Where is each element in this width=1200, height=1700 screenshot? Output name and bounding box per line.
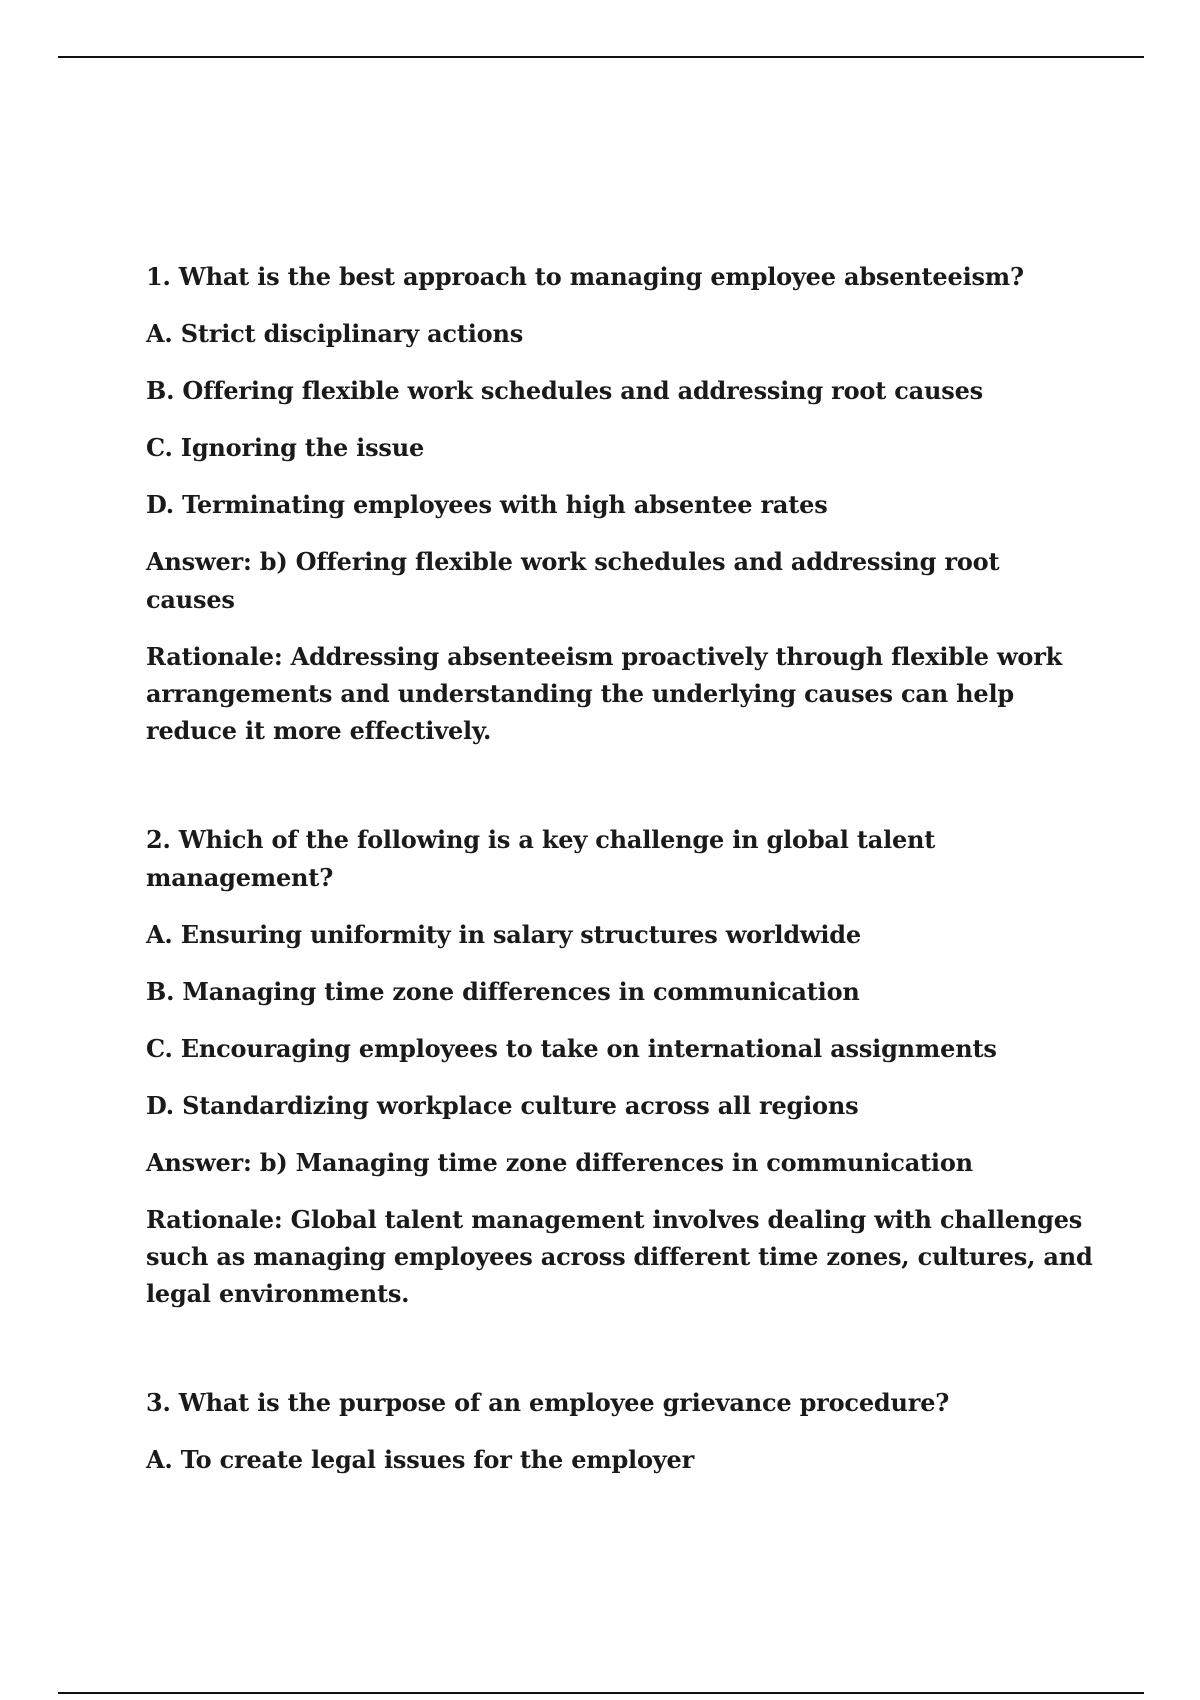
option-a: A. Strict disciplinary actions	[146, 319, 524, 348]
question-3	[146, 1384, 1096, 1479]
option-c: C. Ignoring the issue	[146, 433, 425, 462]
question-text: 2. Which of the following is a key challenge in global talent management?	[146, 825, 936, 892]
rationale-text: Rationale: Global talent management involves dealing with challenges such as managing employees across different time zones, cultures, and legal environments.	[146, 1205, 1093, 1308]
option-a: A. Ensuring uniformity in salary structures worldwide	[146, 920, 861, 949]
option-c: C. Encouraging employees to take on international assignments	[146, 1034, 997, 1063]
question-text: 3. What is the purpose of an employee grievance procedure?	[146, 1388, 950, 1417]
question-1	[146, 258, 1096, 749]
footer-rule	[58, 1692, 1144, 1694]
option-a: A. To create legal issues for the employer	[146, 1445, 695, 1474]
option-b: B. Offering flexible work schedules and addressing root causes	[146, 376, 983, 405]
option-d: D. Standardizing workplace culture across all regions	[146, 1091, 859, 1120]
document-body	[146, 258, 1096, 1551]
header-rule	[58, 56, 1144, 58]
option-b: B. Managing time zone differences in communication	[146, 977, 860, 1006]
rationale-text: Rationale: Addressing absenteeism proactively through flexible work arrangements and understanding the underlying causes can help reduce it more effectively.	[146, 642, 1063, 745]
question-text: 1. What is the best approach to managing employee absenteeism?	[146, 262, 1024, 291]
option-d: D. Terminating employees with high absentee rates	[146, 490, 828, 519]
answer-text: Answer: b) Managing time zone differences in communication	[146, 1148, 973, 1177]
question-2	[146, 821, 1096, 1312]
answer-text: Answer: b) Offering flexible work schedules and addressing root causes	[146, 547, 1000, 614]
